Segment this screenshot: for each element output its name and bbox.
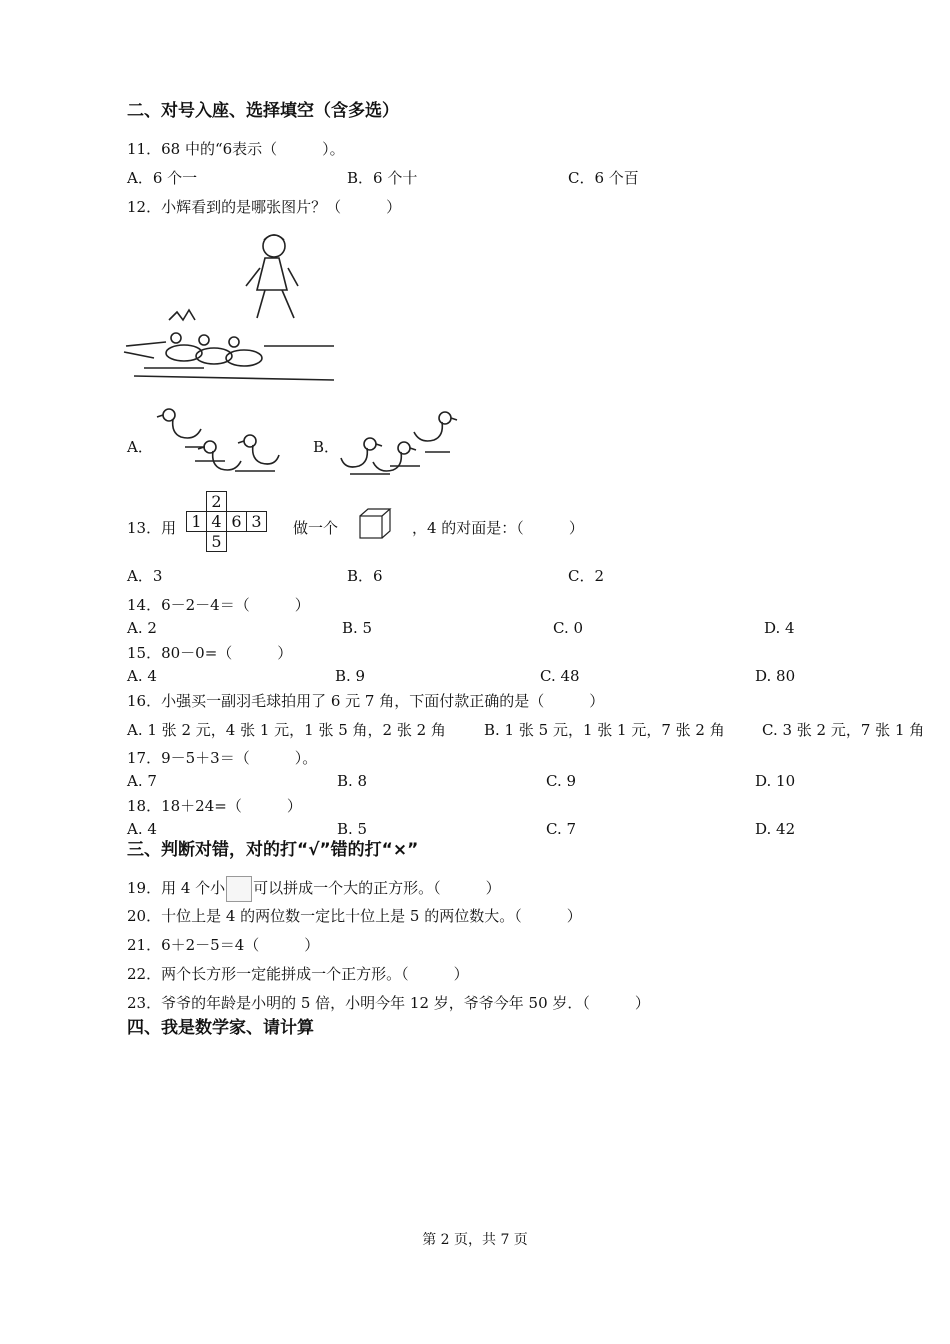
q15-option-c: C. 48 [540,667,580,685]
q23-stem: 23．爷爷的年龄是小明的 5 倍，小明今年 12 岁，爷爷今年 50 岁．（ ） [127,994,650,1012]
small-square-icon [226,876,252,902]
q21-stem: 21．6＋2－5＝4（ ） [127,936,320,954]
q11-stem: 11．68 中的“6表示（ ）。 [127,140,345,158]
q15-option-b: B. 9 [335,667,366,685]
q18-option-c: C. 7 [546,820,577,838]
q13-prefix: 13．用 [127,519,177,537]
q18-option-a: A. 4 [127,820,157,838]
q16-option-a: A. 1 张 2 元，4 张 1 元，1 张 5 角，2 张 2 角 [127,721,446,739]
cube-net [186,491,267,552]
q19-line [127,876,501,902]
q11-option-a: A．6 个一 [127,169,198,187]
q14-option-b: B. 5 [342,619,373,637]
q19-suffix: 可以拼成一个大的正方形。（ ） [253,879,501,897]
q15-stem: 15．80－0=（ ） [127,644,293,662]
q12-option-a-ducks-image [155,405,280,477]
q18-stem: 18．18＋24=（ ） [127,797,302,815]
net-cell: 1 [187,512,207,532]
q14-stem: 14．6－2－4＝（ ） [127,596,310,614]
q17-option-b: B. 8 [337,772,368,790]
q20-stem: 20．十位上是 4 的两位数一定比十位上是 5 的两位数大。（ ） [127,907,582,925]
q14-option-c: C. 0 [553,619,584,637]
q13-middle: 做一个 [293,519,339,537]
net-cell: 6 [227,512,247,532]
page-footer: 第 2 页，共 7 页 [422,1232,528,1248]
q22-stem: 22．两个长方形一定能拼成一个正方形。（ ） [127,965,469,983]
q18-option-d: D. 42 [755,820,796,838]
q12-option-b-label: B． [313,438,340,456]
q16-option-b: B. 1 张 5 元，1 张 1 元，7 张 2 角 [484,721,725,739]
cube-icon [359,508,393,540]
q15-option-d: D. 80 [755,667,796,685]
q15-option-a: A. 4 [127,667,157,685]
q13-option-c: C．2 [568,567,605,585]
q16-stem: 16．小强买一副羽毛球拍用了 6 元 7 角，下面付款正确的是（ ） [127,692,605,710]
q14-option-d: D. 4 [764,619,795,637]
q11-option-c: C．6 个百 [568,169,639,187]
q13-suffix: ，4 的对面是：（ ） [412,519,584,537]
q14-option-a: A. 2 [127,619,157,637]
q12-stem: 12．小辉看到的是哪张图片？（ ） [127,198,402,216]
q19-prefix: 19．用 4 个小 [127,879,226,897]
net-cell: 5 [207,532,227,552]
boy-and-ducks-picture [124,228,339,388]
section-2-title: 二、对号入座、选择填空（含多选） [127,101,399,121]
section-3-title: 三、判断对错，对的打“√”错的打“×” [127,840,419,860]
q17-option-c: C. 9 [546,772,577,790]
q16-option-c: C. 3 张 2 元，7 张 1 角 [762,721,925,739]
q12-option-b-ducks-image [340,408,460,480]
section-4-title: 四、我是数学家、请计算 [127,1018,314,1038]
net-cell: 4 [207,512,227,532]
q17-option-d: D. 10 [755,772,796,790]
q13-option-a: A．3 [127,567,163,585]
net-cell: 3 [247,512,267,532]
q17-stem: 17．9－5＋3＝（ ）。 [127,749,318,767]
q11-option-b: B．6 个十 [347,169,418,187]
q18-option-b: B. 5 [337,820,368,838]
q17-option-a: A. 7 [127,772,157,790]
q12-option-a-label: A． [127,438,153,456]
q13-option-b: B．6 [347,567,383,585]
net-cell: 2 [207,492,227,512]
